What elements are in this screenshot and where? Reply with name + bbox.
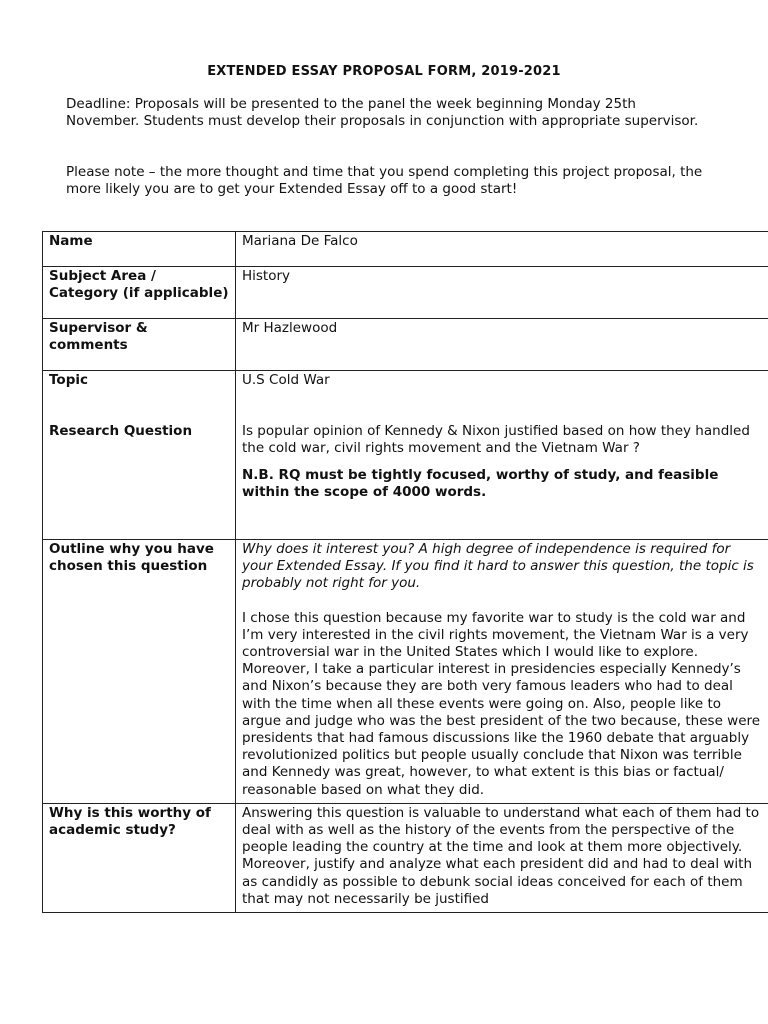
- deadline-paragraph: Deadline: Proposals will be presented to the panel the week beginning Monday 25th November. Students must develop their proposals in conjunction with appropriate supervisor.: [66, 96, 699, 129]
- rq-label: Research Question: [49, 423, 193, 440]
- topic-rq-value-cell: [236, 371, 768, 540]
- rq-note: N.B. RQ must be tightly focused, worthy of study, and feasible within the scope of 4000 words.: [242, 466, 719, 500]
- outline-answer: I chose this question because my favorite war to study is the cold war and I’m very interested in the civil rights movement, the Vietnam War is a very controversial war in the United States which I would like to explore. Moreover, I take a particular interest in presidencies especially Kennedy’s and Nixon’s because they are both very famous leaders who had to deal with the time when all these events were going on. Also, people like to argue and judge who was the best president of the two because, these were presidents that had famous discussions like the 1960 debate that arguably revolutionized politics but people usually conclude that Nixon was terrible and Kennedy was great, however, to what extent is this bias or factual/ reasonable based on what they did.: [242, 609, 761, 798]
- rq-value: Is popular opinion of Kennedy & Nixon justified based on how they handled the cold war, civil rights movement and the Vietnam War ?: [242, 423, 750, 457]
- form-row-name: [43, 232, 768, 267]
- name-label: Name: [43, 232, 236, 267]
- form-row-outline: [43, 540, 768, 804]
- subject-label: Subject Area / Category (if applicable): [43, 267, 236, 319]
- supervisor-value: Mr Hazlewood: [236, 319, 768, 371]
- subject-value: History: [236, 267, 768, 319]
- outline-label: Outline why you have chosen this question: [43, 540, 236, 804]
- name-value: Mariana De Falco: [236, 232, 768, 267]
- proposal-form-table: [42, 231, 768, 913]
- form-row-worthy: [43, 803, 768, 912]
- topic-label: Topic: [49, 372, 88, 388]
- note-paragraph: Please note – the more thought and time that you spend completing this project proposal, the more likely you are to get your Extended Essay off to a good start!: [66, 164, 703, 197]
- form-row-topic: [43, 371, 768, 540]
- topic-rq-label-cell: [43, 371, 236, 540]
- document-title: EXTENDED ESSAY PROPOSAL FORM, 2019-2021: [207, 64, 561, 79]
- supervisor-label: Supervisor & comments: [43, 319, 236, 371]
- form-row-supervisor: [43, 319, 768, 371]
- outline-value-cell: [236, 540, 768, 804]
- outline-prompt: Why does it interest you? A high degree of independence is required for your Extended Essay. If you find it hard to answer this question, the topic is probably not right for you.: [242, 541, 754, 592]
- form-row-subject: [43, 267, 768, 319]
- topic-value: U.S Cold War: [242, 372, 330, 388]
- worthy-answer: Answering this question is valuable to understand what each of them had to deal with as well as the history of the events from the perspective of the people leading the country at the time and look at them more objectively. Moreover, justify and analyze what each president did and had to deal with as candidly as possible to debunk social ideas conceived for each of them that may not necessarily be justified: [236, 803, 768, 912]
- worthy-label: Why is this worthy of academic study?: [43, 803, 236, 912]
